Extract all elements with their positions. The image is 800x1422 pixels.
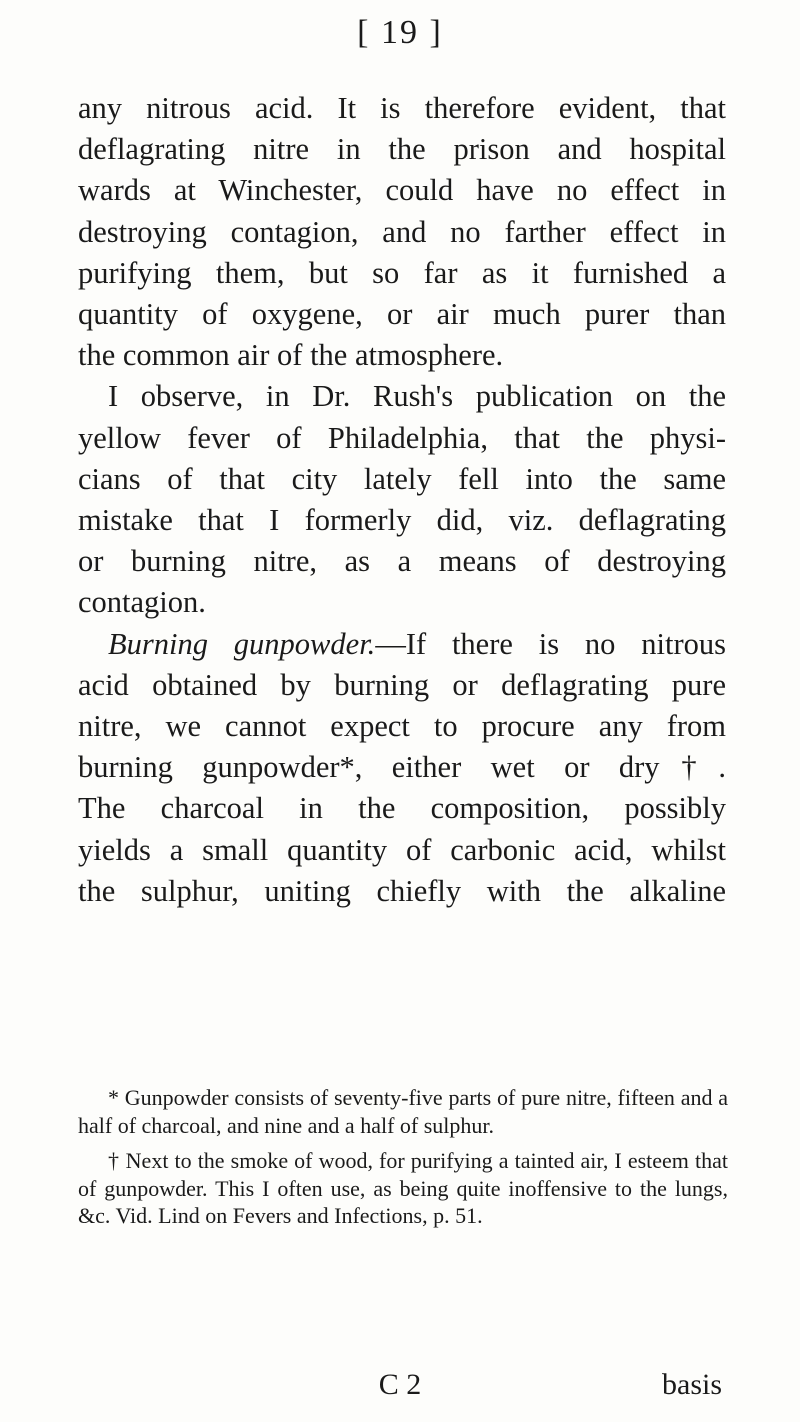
text-line: quantity of oxygene, or air much purer than (78, 297, 726, 332)
text-line: burning gunpowder*, either wet or dry†. (78, 750, 726, 785)
footnote: * Gunpowder consists of seventy-five parts of pure nitre, fifteen and a half of charcoal, and nine and a half of sulphur. (78, 1085, 728, 1138)
text-line: wards at Winchester, could have no effect in (78, 173, 726, 208)
text-line: deflagrating nitre in the prison and hospital (78, 132, 726, 167)
footnotes (78, 1084, 728, 1230)
catchword: basis (662, 1368, 722, 1401)
main-text (78, 88, 726, 912)
text-line: yields a small quantity of carbonic acid, whilst (78, 832, 726, 867)
text-line: nitre, we cannot expect to procure any from (78, 709, 726, 744)
text-line: the sulphur, uniting chiefly with the alkaline (78, 873, 726, 908)
page-number: [ 19 ] (357, 14, 443, 51)
text-line: mistake that I formerly did, viz. deflagrating (78, 503, 726, 538)
text-line: any nitrous acid. It is therefore evident, that (78, 91, 726, 125)
text-line: I observe, in Dr. Rush's publication on the (108, 379, 726, 414)
text-line: acid obtained by burning or deflagrating pure (78, 667, 726, 702)
section-heading: Burning gunpowder. (108, 626, 376, 661)
signature-mark: C 2 (378, 1368, 422, 1401)
text-line: or burning nitre, as a means of destroying (78, 544, 726, 579)
text-line: purifying them, but so far as it furnished a (78, 255, 726, 290)
text-line: destroying contagion, and no farther effect in (78, 214, 726, 249)
text-line: contagion. (78, 585, 206, 620)
text-line: the common air of the atmosphere. (78, 338, 504, 373)
text-line: yellow fever of Philadelphia, that the physi- (78, 420, 726, 455)
text-line: cians of that city lately fell into the same (78, 461, 726, 496)
text-line (78, 624, 726, 665)
text-line: The charcoal in the composition, possibly (78, 791, 726, 826)
footnote: † Next to the smoke of wood, for purifying a tainted air, I esteem that of gunpowder. This I often use, as being quite inoffensive to the lungs, &c. Vid. Lind on Fevers and Infections, p. 51. (78, 1148, 728, 1228)
text-fragment: —If there is no nitrous (375, 626, 726, 661)
